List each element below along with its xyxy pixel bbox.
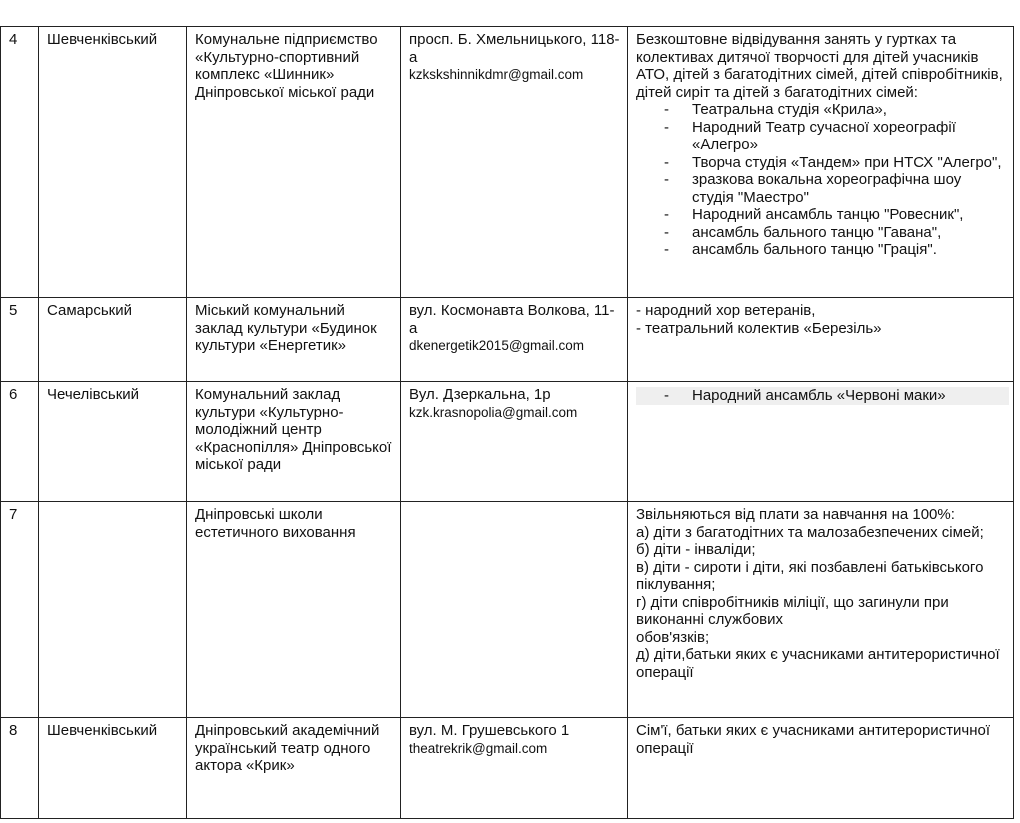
- benefit-cell: [628, 718, 1014, 819]
- benefit-cell: [628, 298, 1014, 382]
- row-number: 5: [1, 298, 39, 382]
- institution-cell: Комунальний заклад культури «Культурно-молодіжний центр «Краснопілля» Дніпровської міської ради: [187, 382, 401, 502]
- benefit-line: Сім'ї, батьки яких є учасниками антитерористичної операції: [636, 722, 991, 757]
- district-cell: Шевченківський: [39, 27, 187, 298]
- address: просп. Б. Хмельницького, 118-а: [409, 31, 620, 66]
- list-item: - Народний ансамбль танцю "Ровесник",: [636, 206, 1007, 224]
- list-item: - ансамбль бального танцю "Гавана",: [636, 224, 1007, 242]
- list-item: - Театральна студія «Крила»,: [636, 101, 1007, 119]
- benefit-list: [636, 387, 1009, 405]
- benefit-cell: [628, 382, 1014, 502]
- benefit-line: - театральний колектив «Березіль»: [636, 319, 882, 337]
- email: kzk.krasnopolia@gmail.com: [409, 404, 578, 420]
- table-row: [1, 298, 1014, 382]
- benefit-line: - народний хор ветеранів,: [636, 302, 816, 319]
- contact-cell: [401, 27, 628, 298]
- benefit-line: б) діти - інваліди;: [636, 541, 756, 558]
- address: вул. Космонавта Волкова, 11-а: [409, 302, 615, 337]
- contact-cell: [401, 298, 628, 382]
- benefit-line: Звільняються від плати за навчання на 100%:: [636, 506, 955, 523]
- benefit-line: а) діти з багатодітних та малозабезпечених сімей;: [636, 523, 984, 541]
- row-number: 8: [1, 718, 39, 819]
- benefit-cell: [628, 27, 1014, 298]
- table-row: [1, 27, 1014, 298]
- list-item: - Народний ансамбль «Червоні маки»: [636, 387, 1009, 405]
- institution-cell: Дніпровський академічний український театр одного актора «Крик»: [187, 718, 401, 819]
- row-number: 6: [1, 382, 39, 502]
- benefit-line: в) діти - сироти і діти, які позбавлені батьківського піклування;: [636, 558, 984, 593]
- email: dkenergetik2015@gmail.com: [409, 338, 585, 353]
- district-cell: Чечелівський: [39, 382, 187, 502]
- institution-cell: Міський комунальний заклад культури «Будинок культури «Енергетик»: [187, 298, 401, 382]
- contact-cell: [401, 502, 628, 718]
- benefits-table: [0, 26, 1014, 819]
- list-item: - Народний Театр сучасної хореографії «Алегро»: [636, 119, 1007, 154]
- district-cell: [39, 502, 187, 718]
- contact-cell: [401, 718, 628, 819]
- email: kzkskshinnikdmr@gmail.com: [409, 67, 584, 82]
- institution-cell: Дніпровські школи естетичного виховання: [187, 502, 401, 718]
- list-item: - Творча студія «Тандем» при НТСХ "Алегро",: [636, 154, 1007, 172]
- benefit-line: г) діти співробітників міліції, що загинули при виконанні службових: [636, 593, 949, 628]
- benefit-list: [636, 101, 1007, 259]
- row-number: 4: [1, 27, 39, 298]
- table-row: [1, 502, 1014, 718]
- list-item: - зразкова вокальна хореографічна шоу студія "Маестро": [636, 171, 1007, 206]
- benefit-line: обов'язків;: [636, 628, 710, 646]
- district-cell: Шевченківський: [39, 718, 187, 819]
- address: Вул. Дзеркальна, 1р: [409, 386, 551, 403]
- district-cell: Самарський: [39, 298, 187, 382]
- list-item: - ансамбль бального танцю "Грація".: [636, 241, 1007, 259]
- table-row: [1, 382, 1014, 502]
- email: theatrekrik@gmail.com: [409, 740, 548, 756]
- institution-cell: Комунальне підприємство «Культурно-спортивний комплекс «Шинник» Дніпровської міської ради: [187, 27, 401, 298]
- benefit-line: д) діти,батьки яких є учасниками антитерористичної операції: [636, 646, 1000, 681]
- benefit-intro: Безкоштовне відвідування занять у гуртках та колективах дитячої творчості для дітей учасників АТО, дітей з багатодітних сімей, дітей співробітників, дітей сиріт та дітей з багатодітних сімей:: [636, 31, 1003, 101]
- row-number: 7: [1, 502, 39, 718]
- address: вул. М. Грушевського 1: [409, 722, 570, 739]
- contact-cell: [401, 382, 628, 502]
- benefit-cell: [628, 502, 1014, 718]
- table-row: [1, 718, 1014, 819]
